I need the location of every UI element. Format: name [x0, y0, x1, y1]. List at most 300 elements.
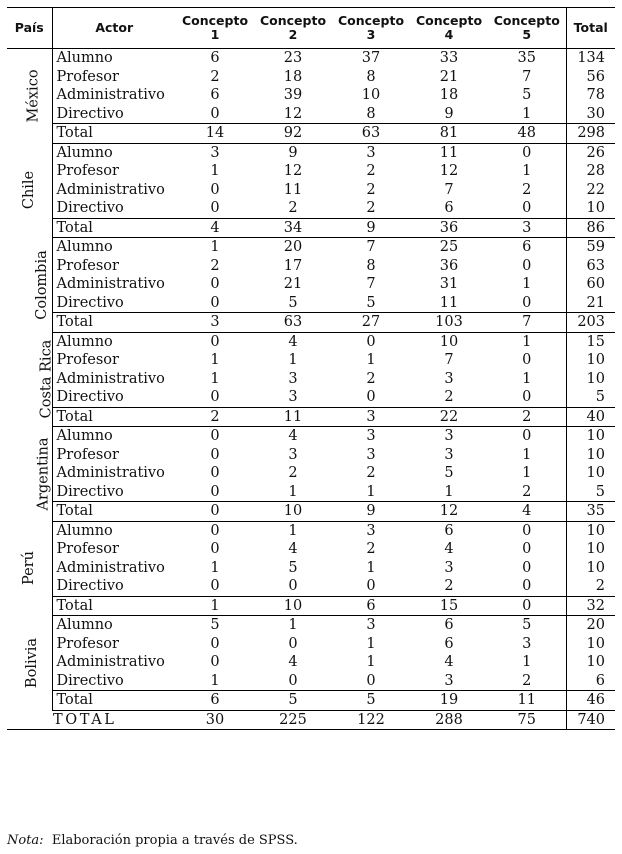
row-total-cell: 10 — [566, 464, 615, 483]
grand-total-cell: 740 — [566, 710, 615, 730]
total-label: Total — [52, 124, 176, 144]
value-cell: 1 — [288, 522, 298, 539]
total-label: Total — [52, 407, 176, 427]
value-cell: 11 — [439, 144, 459, 161]
value-cell: 1 — [210, 239, 220, 256]
value-cell: 0 — [210, 389, 220, 406]
value-cell: 0 — [522, 389, 532, 406]
row-total-cell: 78 — [566, 86, 615, 105]
value-cell: 0 — [210, 635, 220, 652]
value-cell: 0 — [366, 333, 376, 350]
total-value-cell: 4 — [176, 218, 254, 238]
value-cell: 10 — [361, 87, 381, 104]
table-row — [7, 181, 615, 200]
value-cell: 1 — [366, 483, 376, 500]
value-cell: 1 — [366, 654, 376, 671]
value-cell: 5 — [366, 294, 376, 311]
value-cell: 3 — [444, 672, 454, 689]
value-cell: 7 — [366, 239, 376, 256]
value-cell: 2 — [444, 389, 454, 406]
row-total-cell: 6 — [566, 672, 615, 691]
table-row — [7, 577, 615, 596]
value-cell: 2 — [366, 370, 376, 387]
country-name: Chile — [21, 171, 38, 210]
value-cell: 33 — [439, 50, 459, 67]
value-cell: 17 — [283, 257, 303, 274]
total-value-cell: 63 — [254, 313, 332, 333]
value-cell: 3 — [366, 522, 376, 539]
table-row — [7, 521, 615, 540]
total-label: Total — [52, 502, 176, 522]
actor-cell: Administrativo — [56, 465, 165, 482]
actor-cell: Alumno — [56, 50, 113, 67]
row-total-cell: 10 — [566, 199, 615, 218]
total-value-cell: 36 — [410, 218, 488, 238]
table-note — [7, 833, 298, 848]
total-value-cell: 19 — [410, 691, 488, 711]
value-cell: 6 — [444, 635, 454, 652]
country-name: Argentina — [35, 437, 52, 511]
value-cell: 1 — [522, 465, 532, 482]
country-name: Colombia — [33, 249, 50, 320]
value-cell: 2 — [366, 541, 376, 558]
country-total-row — [7, 218, 615, 238]
value-cell: 0 — [210, 541, 220, 558]
actor-cell: Administrativo — [56, 87, 165, 104]
total-total-cell: 40 — [566, 407, 615, 427]
value-cell: 3 — [444, 428, 454, 445]
total-value-cell: 3 — [332, 407, 410, 427]
table-row — [7, 672, 615, 691]
value-cell: 1 — [288, 352, 298, 369]
table-row — [7, 162, 615, 181]
row-total-cell: 2 — [566, 577, 615, 596]
value-cell: 0 — [210, 333, 220, 350]
country-cell — [7, 332, 55, 427]
note-label: Nota: — [7, 833, 44, 848]
value-cell: 1 — [522, 105, 532, 122]
total-label: Total — [52, 691, 176, 711]
header-concept-3: Concepto 3 — [337, 13, 405, 42]
value-cell: 2 — [366, 200, 376, 217]
row-total-cell: 20 — [566, 616, 615, 635]
table-row — [7, 351, 615, 370]
total-value-cell: 0 — [176, 502, 254, 522]
value-cell: 2 — [522, 181, 532, 198]
table-row — [7, 635, 615, 654]
value-cell: 0 — [210, 446, 220, 463]
value-cell: 8 — [366, 257, 376, 274]
country-cell — [7, 616, 52, 711]
value-cell: 0 — [210, 578, 220, 595]
total-value-cell: 12 — [410, 502, 488, 522]
value-cell: 0 — [522, 200, 532, 217]
table-row — [7, 275, 615, 294]
total-total-cell: 32 — [566, 596, 615, 616]
value-cell: 3 — [444, 559, 454, 576]
total-value-cell: 9 — [332, 502, 410, 522]
value-cell: 1 — [210, 163, 220, 180]
value-cell: 0 — [288, 635, 298, 652]
value-cell: 1 — [522, 446, 532, 463]
value-cell: 39 — [283, 87, 303, 104]
country-cell — [7, 427, 52, 522]
value-cell: 3 — [288, 370, 298, 387]
actor-cell: Directivo — [56, 294, 124, 311]
row-total-cell: 21 — [566, 294, 615, 313]
total-value-cell: 15 — [410, 596, 488, 616]
row-total-cell: 15 — [566, 332, 615, 351]
value-cell: 3 — [366, 428, 376, 445]
value-cell: 3 — [366, 144, 376, 161]
country-total-row — [7, 407, 615, 427]
grand-value-cell: 122 — [332, 710, 410, 730]
value-cell: 9 — [444, 105, 454, 122]
row-total-cell: 28 — [566, 162, 615, 181]
value-cell: 1 — [210, 672, 220, 689]
value-cell: 11 — [283, 181, 303, 198]
table-row — [7, 105, 615, 124]
value-cell: 2 — [210, 257, 220, 274]
value-cell: 0 — [522, 294, 532, 311]
value-cell: 2 — [288, 200, 298, 217]
actor-cell: Directivo — [56, 483, 124, 500]
table-row — [7, 143, 615, 162]
table-row — [7, 653, 615, 672]
actor-cell: Alumno — [56, 522, 113, 539]
value-cell: 4 — [288, 333, 298, 350]
actor-cell: Directivo — [56, 389, 124, 406]
value-cell: 0 — [210, 200, 220, 217]
row-total-cell: 10 — [566, 427, 615, 446]
total-value-cell: 5 — [332, 691, 410, 711]
value-cell: 5 — [288, 559, 298, 576]
value-cell: 4 — [288, 654, 298, 671]
table-row — [7, 483, 615, 502]
actor-cell: Directivo — [56, 105, 124, 122]
value-cell: 0 — [522, 541, 532, 558]
country-name: Bolivia — [24, 637, 41, 688]
total-value-cell: 63 — [332, 124, 410, 144]
table-row — [7, 294, 615, 313]
actor-cell: Directivo — [56, 200, 124, 217]
value-cell: 3 — [366, 617, 376, 634]
country-total-row — [7, 124, 615, 144]
value-cell: 4 — [288, 541, 298, 558]
total-value-cell: 1 — [176, 596, 254, 616]
value-cell: 1 — [522, 370, 532, 387]
value-cell: 18 — [439, 87, 459, 104]
table-header — [7, 8, 615, 49]
value-cell: 1 — [522, 654, 532, 671]
value-cell: 3 — [444, 446, 454, 463]
actor-cell: Profesor — [56, 446, 119, 463]
value-cell: 0 — [210, 483, 220, 500]
value-cell: 2 — [366, 181, 376, 198]
value-cell: 2 — [210, 68, 220, 85]
table-row — [7, 49, 615, 68]
row-total-cell: 56 — [566, 68, 615, 87]
total-value-cell: 103 — [410, 313, 488, 333]
total-value-cell: 9 — [332, 218, 410, 238]
value-cell: 0 — [522, 522, 532, 539]
total-label: Total — [52, 596, 176, 616]
actor-cell: Alumno — [56, 144, 113, 161]
value-cell: 20 — [283, 239, 303, 256]
total-value-cell: 10 — [254, 502, 332, 522]
actor-cell: Administrativo — [56, 654, 165, 671]
value-cell: 0 — [210, 428, 220, 445]
actor-cell: Profesor — [56, 257, 119, 274]
header-actor: Actor — [95, 20, 134, 35]
total-value-cell: 14 — [176, 124, 254, 144]
value-cell: 1 — [522, 333, 532, 350]
row-total-cell: 22 — [566, 181, 615, 200]
value-cell: 4 — [444, 654, 454, 671]
actor-cell: Profesor — [56, 635, 119, 652]
value-cell: 7 — [366, 276, 376, 293]
value-cell: 2 — [366, 465, 376, 482]
grand-value-cell: 288 — [410, 710, 488, 730]
row-total-cell: 5 — [566, 483, 615, 502]
row-total-cell: 5 — [566, 388, 615, 407]
row-total-cell: 10 — [566, 446, 615, 465]
value-cell: 36 — [439, 257, 459, 274]
value-cell: 8 — [366, 105, 376, 122]
table-row — [7, 68, 615, 87]
actor-cell: Profesor — [56, 68, 119, 85]
actor-cell: Administrativo — [56, 276, 165, 293]
actor-cell: Directivo — [56, 672, 124, 689]
grand-value-cell: 75 — [488, 710, 566, 730]
value-cell: 1 — [366, 352, 376, 369]
header-country: País — [7, 8, 52, 49]
row-total-cell: 134 — [566, 49, 615, 68]
row-total-cell: 60 — [566, 275, 615, 294]
total-value-cell: 48 — [488, 124, 566, 144]
total-value-cell: 11 — [254, 407, 332, 427]
value-cell: 0 — [522, 352, 532, 369]
actor-cell: Alumno — [56, 617, 113, 634]
country-cell — [7, 49, 52, 144]
value-cell: 5 — [210, 617, 220, 634]
value-cell: 7 — [522, 68, 532, 85]
value-cell: 12 — [283, 163, 303, 180]
value-cell: 0 — [366, 578, 376, 595]
value-cell: 1 — [444, 483, 454, 500]
value-cell: 11 — [439, 294, 459, 311]
value-cell: 5 — [444, 465, 454, 482]
data-table — [7, 7, 615, 730]
value-cell: 3 — [366, 446, 376, 463]
actor-cell: Profesor — [56, 163, 119, 180]
value-cell: 0 — [210, 654, 220, 671]
value-cell: 9 — [288, 144, 298, 161]
total-value-cell: 4 — [488, 502, 566, 522]
total-total-cell: 46 — [566, 691, 615, 711]
value-cell: 0 — [288, 672, 298, 689]
value-cell: 0 — [210, 294, 220, 311]
value-cell: 18 — [283, 68, 303, 85]
row-total-cell: 10 — [566, 540, 615, 559]
value-cell: 6 — [210, 50, 220, 67]
country-total-row — [7, 596, 615, 616]
value-cell: 3 — [444, 370, 454, 387]
value-cell: 2 — [522, 483, 532, 500]
row-total-cell: 63 — [566, 257, 615, 276]
total-value-cell: 22 — [410, 407, 488, 427]
total-total-cell: 298 — [566, 124, 615, 144]
grand-total-row — [7, 710, 615, 730]
value-cell: 3 — [288, 446, 298, 463]
value-cell: 6 — [444, 200, 454, 217]
table-row — [7, 616, 615, 635]
value-cell: 7 — [444, 352, 454, 369]
actor-cell: Administrativo — [56, 370, 165, 387]
value-cell: 5 — [288, 294, 298, 311]
value-cell: 31 — [439, 276, 459, 293]
table-row — [7, 86, 615, 105]
total-value-cell: 5 — [254, 691, 332, 711]
header-total: Total — [566, 8, 615, 49]
row-total-cell: 10 — [566, 653, 615, 672]
value-cell: 2 — [288, 465, 298, 482]
value-cell: 0 — [522, 578, 532, 595]
table-row — [7, 370, 615, 389]
value-cell: 1 — [210, 352, 220, 369]
table-row — [7, 540, 615, 559]
table-row — [7, 388, 615, 407]
value-cell: 1 — [288, 483, 298, 500]
value-cell: 5 — [522, 617, 532, 634]
total-value-cell: 34 — [254, 218, 332, 238]
table-row — [7, 559, 615, 578]
value-cell: 0 — [522, 144, 532, 161]
value-cell: 2 — [366, 163, 376, 180]
value-cell: 0 — [210, 105, 220, 122]
total-value-cell: 10 — [254, 596, 332, 616]
table-row — [7, 427, 615, 446]
value-cell: 7 — [444, 181, 454, 198]
table-row — [7, 199, 615, 218]
value-cell: 0 — [366, 389, 376, 406]
country-name: Costa Rica — [38, 339, 55, 419]
country-cell — [7, 238, 52, 333]
total-value-cell: 2 — [488, 407, 566, 427]
value-cell: 0 — [288, 578, 298, 595]
row-total-cell: 10 — [566, 370, 615, 389]
value-cell: 12 — [283, 105, 303, 122]
country-name: Perú — [21, 551, 38, 586]
header-concept-1: Concepto 1 — [181, 13, 249, 42]
country-cell — [7, 143, 52, 238]
total-label: Total — [52, 218, 176, 238]
total-value-cell: 0 — [488, 596, 566, 616]
value-cell: 1 — [366, 559, 376, 576]
value-cell: 1 — [288, 617, 298, 634]
actor-cell: Administrativo — [56, 559, 165, 576]
value-cell: 8 — [366, 68, 376, 85]
total-total-cell: 35 — [566, 502, 615, 522]
total-value-cell: 3 — [488, 218, 566, 238]
value-cell: 1 — [210, 370, 220, 387]
actor-cell: Profesor — [56, 541, 119, 558]
value-cell: 0 — [210, 465, 220, 482]
value-cell: 1 — [522, 276, 532, 293]
actor-cell: Profesor — [56, 352, 119, 369]
grand-total-label: TOTAL — [7, 710, 176, 730]
row-total-cell: 10 — [566, 351, 615, 370]
value-cell: 1 — [366, 635, 376, 652]
total-value-cell: 2 — [176, 407, 254, 427]
value-cell: 23 — [283, 50, 303, 67]
country-name: México — [25, 69, 42, 123]
value-cell: 0 — [210, 522, 220, 539]
total-total-cell: 203 — [566, 313, 615, 333]
value-cell: 6 — [210, 87, 220, 104]
row-total-cell: 26 — [566, 143, 615, 162]
value-cell: 0 — [522, 559, 532, 576]
value-cell: 4 — [288, 428, 298, 445]
value-cell: 2 — [522, 672, 532, 689]
table-body — [7, 49, 615, 730]
value-cell: 1 — [210, 559, 220, 576]
table-row — [7, 446, 615, 465]
value-cell: 35 — [517, 50, 536, 67]
value-cell: 0 — [366, 672, 376, 689]
actor-cell: Administrativo — [56, 181, 165, 198]
value-cell: 4 — [444, 541, 454, 558]
actor-cell: Alumno — [56, 333, 113, 350]
value-cell: 21 — [283, 276, 303, 293]
value-cell: 2 — [444, 578, 454, 595]
actor-cell: Alumno — [56, 239, 113, 256]
country-total-row — [7, 502, 615, 522]
country-total-row — [7, 691, 615, 711]
country-total-row — [7, 313, 615, 333]
grand-value-cell: 30 — [176, 710, 254, 730]
value-cell: 1 — [522, 163, 532, 180]
grand-value-cell: 225 — [254, 710, 332, 730]
value-cell: 3 — [288, 389, 298, 406]
total-value-cell: 27 — [332, 313, 410, 333]
value-cell: 3 — [210, 144, 220, 161]
value-cell: 0 — [210, 181, 220, 198]
total-value-cell: 81 — [410, 124, 488, 144]
value-cell: 6 — [444, 617, 454, 634]
row-total-cell: 30 — [566, 105, 615, 124]
value-cell: 5 — [522, 87, 532, 104]
row-total-cell: 10 — [566, 521, 615, 540]
table-row — [7, 464, 615, 483]
total-label: Total — [52, 313, 176, 333]
table-row — [7, 332, 615, 351]
value-cell: 6 — [444, 522, 454, 539]
value-cell: 0 — [522, 428, 532, 445]
header-concept-5: Concepto 5 — [493, 13, 560, 42]
value-cell: 10 — [439, 333, 459, 350]
value-cell: 12 — [439, 163, 459, 180]
row-total-cell: 10 — [566, 559, 615, 578]
value-cell: 0 — [210, 276, 220, 293]
total-value-cell: 92 — [254, 124, 332, 144]
total-value-cell: 3 — [176, 313, 254, 333]
row-total-cell: 10 — [566, 635, 615, 654]
header-concept-2: Concepto 2 — [259, 13, 327, 42]
total-total-cell: 86 — [566, 218, 615, 238]
row-total-cell: 59 — [566, 238, 615, 257]
value-cell: 0 — [522, 257, 532, 274]
